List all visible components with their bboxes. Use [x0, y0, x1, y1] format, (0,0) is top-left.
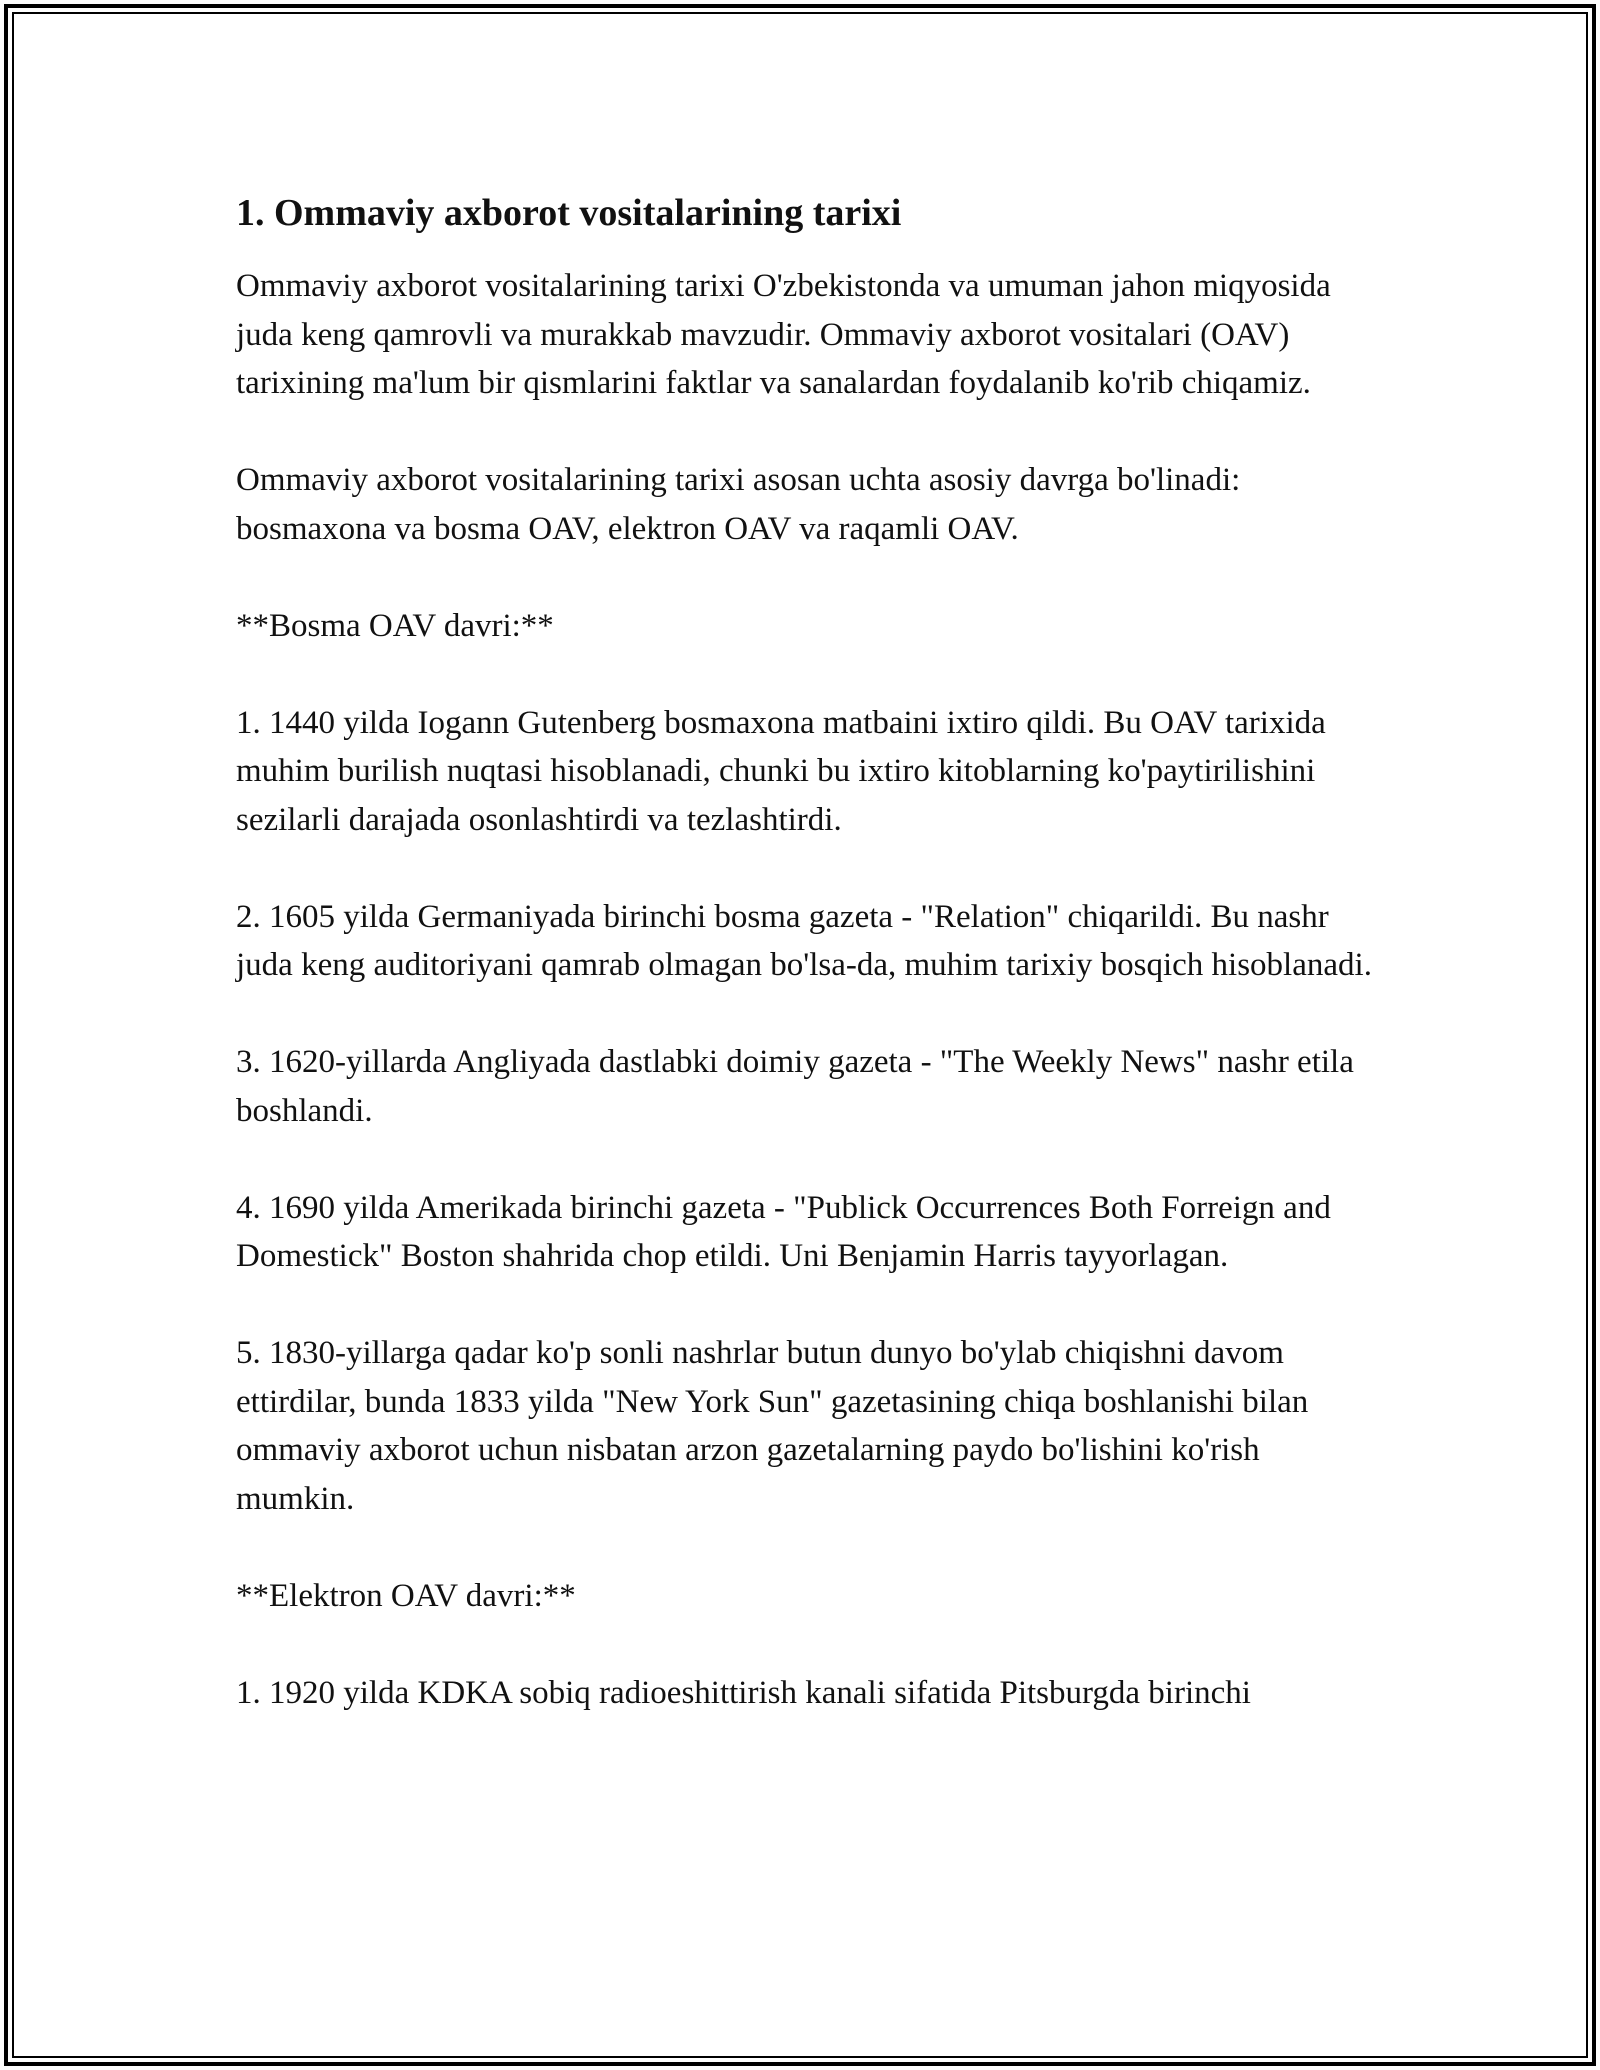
list-item-print-4: 4. 1690 yilda Amerikada birinchi gazeta - "Publick Occurrences Both Forreign and Domestick" Boston shahrida chop etildi. Uni Benjamin Harris tayyorlagan.: [236, 1189, 1331, 1274]
list-item-electronic-1: 1. 1920 yilda KDKA sobiq radioeshittirish kanali sifatida Pitsburgda birinchi: [236, 1674, 1251, 1711]
document-title: 1. Ommaviy axborot vositalarining tarixi: [236, 192, 902, 234]
document-body: [236, 188, 1376, 1717]
section-heading-electronic-media: **Elektron OAV davri:**: [236, 1577, 576, 1614]
list-item-print-2: 2. 1605 yilda Germaniyada birinchi bosma gazeta - "Relation" chiqarildi. Bu nashr juda keng auditoriyani qamrab olmagan bo'lsa-da, muhim tarixiy bosqich hisoblanadi.: [236, 898, 1372, 983]
section-heading-print-media: **Bosma OAV davri:**: [236, 607, 554, 644]
list-item-print-1: 1. 1440 yilda Iogann Gutenberg bosmaxona matbaini ixtiro qildi. Bu OAV tarixida muhim burilish nuqtasi hisoblanadi, chunki bu ixtiro kitoblarning ko'paytirilishini sezilarli darajada osonlashtirdi va tezlashtirdi.: [236, 704, 1326, 838]
list-item-print-3: 3. 1620-yillarda Angliyada dastlabki doimiy gazeta - "The Weekly News" nashr etila boshlandi.: [236, 1044, 1354, 1129]
periods-paragraph: Ommaviy axborot vositalarining tarixi asosan uchta asosiy davrga bo'linadi: bosmaxona va bosma OAV, elektron OAV va raqamli OAV.: [236, 462, 1241, 547]
intro-paragraph: Ommaviy axborot vositalarining tarixi O'zbekistonda va umuman jahon miqyosida juda keng qamrovli va murakkab mavzudir. Ommaviy axborot vositalari (OAV) tarixining ma'lum bir qismlarini faktlar va sanalardan foydalanib ko'rib chiqamiz.: [236, 268, 1331, 401]
list-item-print-5: 5. 1830-yillarga qadar ko'p sonli nashrlar butun dunyo bo'ylab chiqishni davom ettirdilar, bunda 1833 yilda "New York Sun" gazetasining chiqa boshlanishi bilan ommaviy axborot uchun nisbatan arzon gazetalarning paydo bo'lishini ko'rish mumkin.: [236, 1335, 1309, 1517]
